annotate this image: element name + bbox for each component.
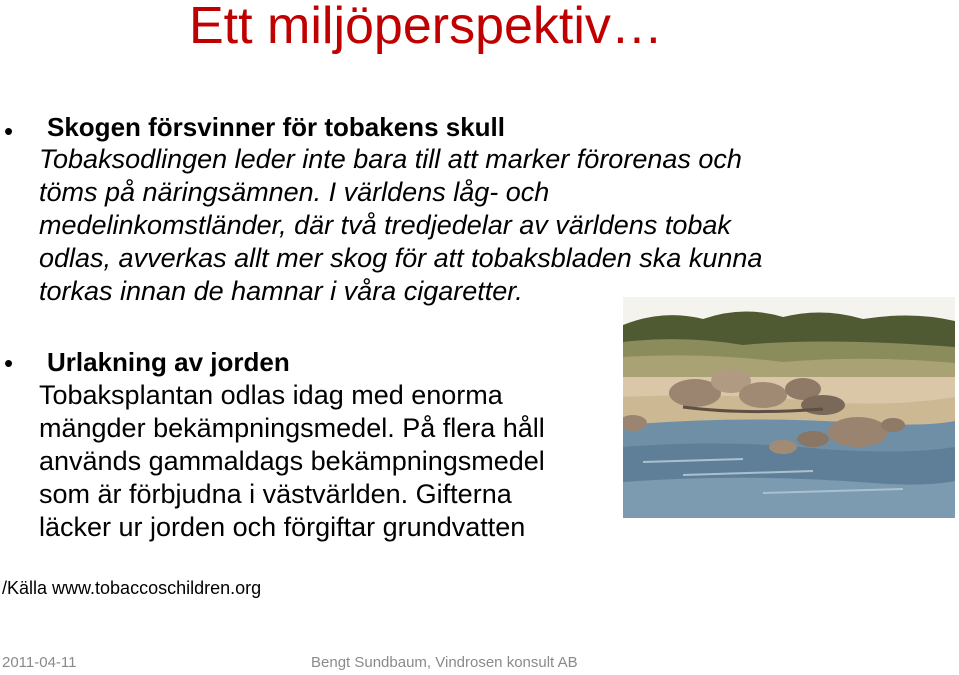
section1-heading: Skogen försvinner för tobakens skull [47, 112, 505, 142]
footer-author: Bengt Sundbaum, Vindrosen konsult AB [311, 654, 578, 671]
section1-line-2: töms på näringsämnen. I världens låg- och [39, 177, 550, 207]
section1-line-1: Tobaksodlingen leder inte bara till att marker förorenas och [39, 144, 742, 174]
section2-line-3: används gammaldags bekämpningsmedel [39, 446, 545, 476]
section1-line-4: odlas, avverkas allt mer skog för att tobaksbladen ska kunna [39, 243, 763, 273]
footer-date: 2011-04-11 [2, 654, 77, 671]
source-note: /Källa www.tobaccoschildren.org [2, 578, 262, 598]
section2-heading: Urlakning av jorden [47, 347, 290, 377]
bullet-2: • [4, 348, 14, 378]
coastline-rocks-photo [623, 297, 955, 518]
section1-line-5: torkas innan de hamnar i våra cigaretter. [39, 276, 523, 306]
section2-line-1: Tobaksplantan odlas idag med enorma [39, 380, 503, 410]
section2-line-4: som är förbjudna i västvärlden. Gifterna [39, 479, 512, 509]
section1-line-3: medelinkomstländer, där två tredjedelar av världens tobak [39, 210, 731, 240]
slide-title: Ett miljöperspektiv… [189, 0, 663, 55]
section2-line-5: läcker ur jorden och förgiftar grundvatten [39, 512, 526, 542]
bullet-1: • [4, 116, 14, 146]
section2-line-2: mängder bekämpningsmedel. På flera håll [39, 413, 545, 443]
